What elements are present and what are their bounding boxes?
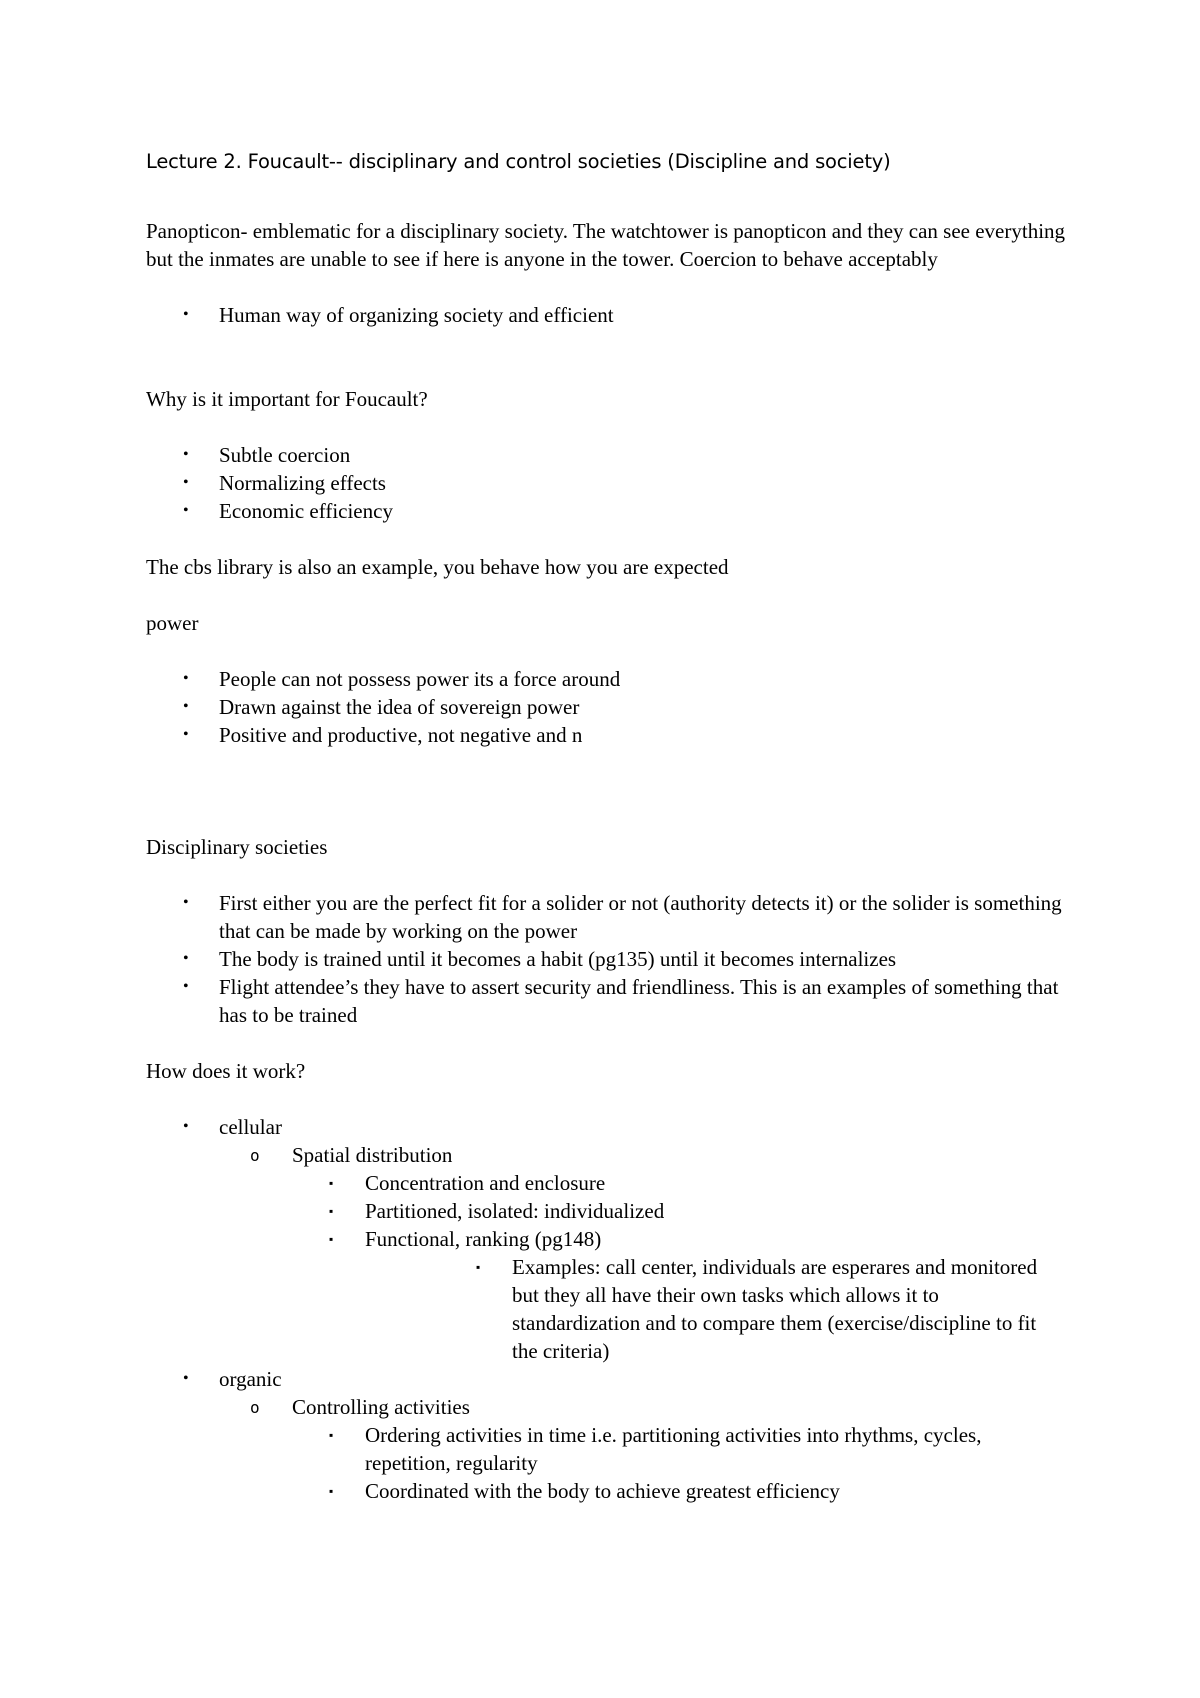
how-outline-list [146,1113,1066,1505]
power-heading: power [146,611,199,635]
list-item-organic: • organic [146,1365,1066,1393]
list-subsubitem: ▪ Coordinated with the body to achieve greatest efficiency [146,1477,1066,1505]
panopticon-paragraph: Panopticon- emblematic for a disciplinary society. The watchtower is panopticon and they can see everything but the inmates are unable to see if here is anyone in the tower. Coercion to behave acceptably [146,219,1066,271]
list-item: • First either you are the perfect fit for a solider or not (authority detects it) or the solider is something that can be made by working on the power [146,889,1066,945]
cbs-library-line: The cbs library is also an example, you behave how you are expected [146,555,729,579]
how-heading: How does it work? [146,1059,306,1083]
list-subsubitem: ▪ Ordering activities in time i.e. partitioning activities into rhythms, cycles, repetition, regularity [146,1421,1066,1477]
why-bullet-list [146,441,1066,525]
list-subitem: o Spatial distribution [146,1141,1066,1169]
power-bullet-list [146,665,1066,749]
panopticon-bullet-list [146,301,1066,329]
list-item: • Subtle coercion [146,441,1066,469]
list-item: • Drawn against the idea of sovereign power [146,693,1066,721]
list-item: • The body is trained until it becomes a habit (pg135) until it becomes internalizes [146,945,1066,973]
list-subitem: o Controlling activities [146,1393,1066,1421]
list-subsubitem: ▪ Partitioned, isolated: individualized [146,1197,1066,1225]
disciplinary-bullet-list [146,889,1066,1029]
list-item: • People can not possess power its a force around [146,665,1066,693]
disciplinary-heading: Disciplinary societies [146,835,328,859]
list-subsubitem: ▪ Concentration and enclosure [146,1169,1066,1197]
why-heading: Why is it important for Foucault? [146,387,428,411]
list-item: • Flight attendee’s they have to assert security and friendliness. This is an examples of something that has to be trained [146,973,1066,1029]
list-item: • Human way of organizing society and efficient [146,301,1066,329]
list-item: • Economic efficiency [146,497,1066,525]
list-item: • Positive and productive, not negative and n [146,721,1066,749]
list-example-item: ▪ Examples: call center, individuals are esperares and monitored but they all have their own tasks which allows it to standardization and to compare them (exercise/discipline to fit the criteria) [146,1253,1066,1365]
list-item-cellular: • cellular [146,1113,1066,1141]
document-page [146,148,1066,1505]
list-subsubitem: ▪ Functional, ranking (pg148) [146,1225,1066,1253]
list-item: • Normalizing effects [146,469,1066,497]
page-title: Lecture 2. Foucault-- disciplinary and control societies (Discipline and society) [146,150,891,173]
